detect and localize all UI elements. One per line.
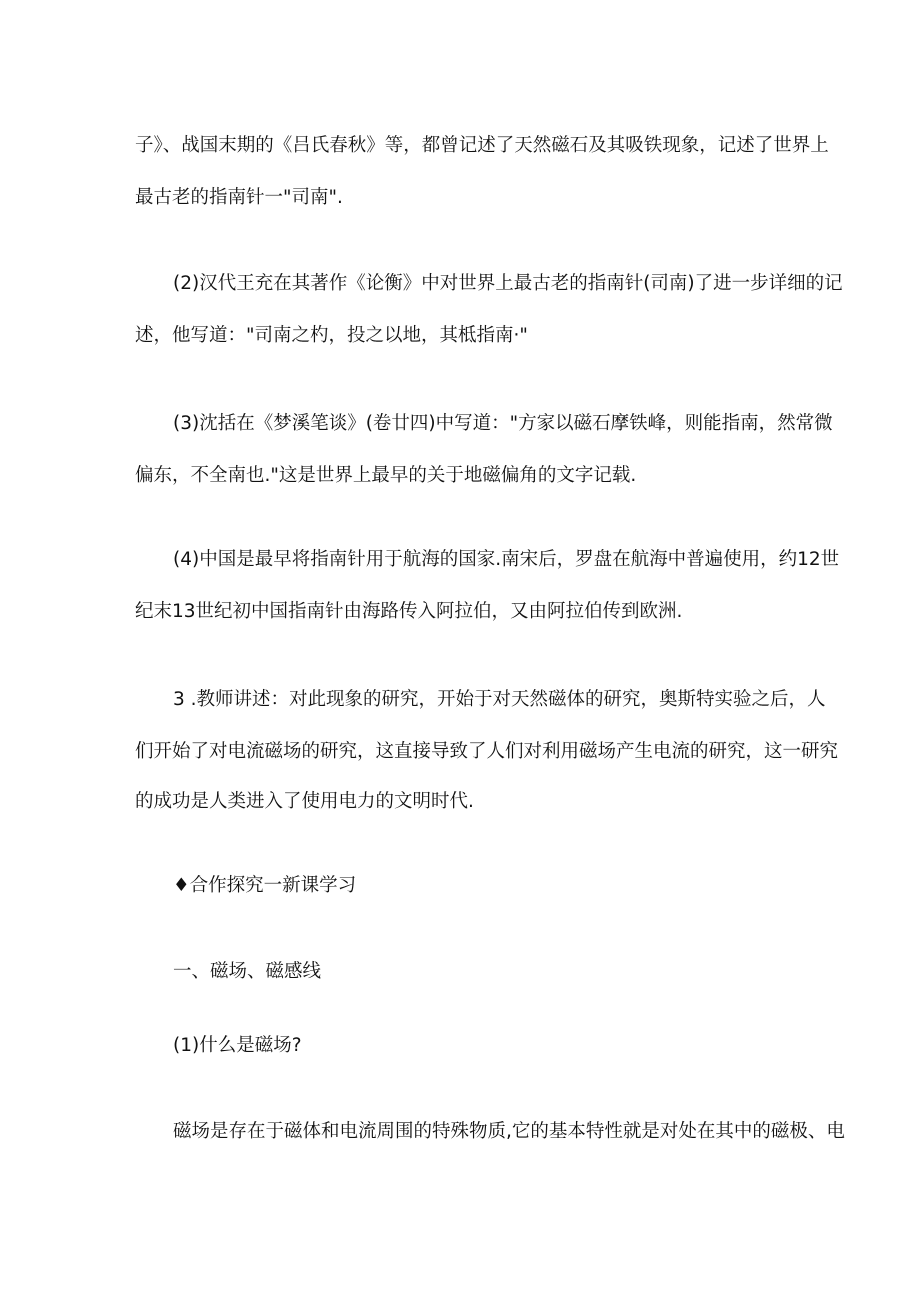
paragraph-3-line-1: (3)沈括在《梦溪笔谈》(卷廿四)中写道："方家以磁石摩铁峰，则能指南，然常微 — [173, 413, 833, 434]
paragraph-magnetic-field-definition: 磁场是存在于磁体和电流周围的特殊物质,它的基本特性就是对处在其中的磁极、电 — [173, 1121, 845, 1142]
paragraph-5-line-2: 们开始了对电流磁场的研究，这直接导致了人们对利用磁场产生电流的研究，这一研究 — [135, 741, 839, 762]
paragraph-2-line-1: (2)汉代王充在其著作《论衡》中对世界上最古老的指南针(司南)了进一步详细的记 — [173, 273, 843, 294]
question-what-is-magnetic-field: (1)什么是磁场? — [173, 1035, 302, 1056]
paragraph-2-line-2: 述，他写道："司南之杓，投之以地，其柢指南·" — [135, 325, 528, 346]
paragraph-4-line-1: (4)中国是最早将指南针用于航海的国家.南宋后，罗盘在航海中普遍使用，约12世 — [173, 549, 840, 570]
section-heading-cooperative-inquiry: ♦合作探究一新课学习 — [173, 875, 357, 896]
paragraph-1-line-2: 最古老的指南针一"司南". — [135, 187, 343, 208]
section-heading-magnetic-field: 一、磁场、磁感线 — [173, 961, 322, 982]
paragraph-4-line-2: 纪末13世纪初中国指南针由海路传入阿拉伯，又由阿拉伯传到欧洲. — [135, 601, 683, 622]
paragraph-3-line-2: 偏东，不全南也."这是世界上最早的关于地磁偏角的文字记载. — [135, 465, 637, 486]
paragraph-5-line-3: 的成功是人类进入了使用电力的文明时代. — [135, 791, 474, 812]
paragraph-5-line-1: 3 .教师讲述：对此现象的研究，开始于对天然磁体的研究，奥斯特实验之后，人 — [173, 689, 826, 710]
paragraph-1-line-1: 子》、战国末期的《吕氏春秋》等，都曾记述了天然磁石及其吸铁现象，记述了世界上 — [135, 135, 829, 156]
